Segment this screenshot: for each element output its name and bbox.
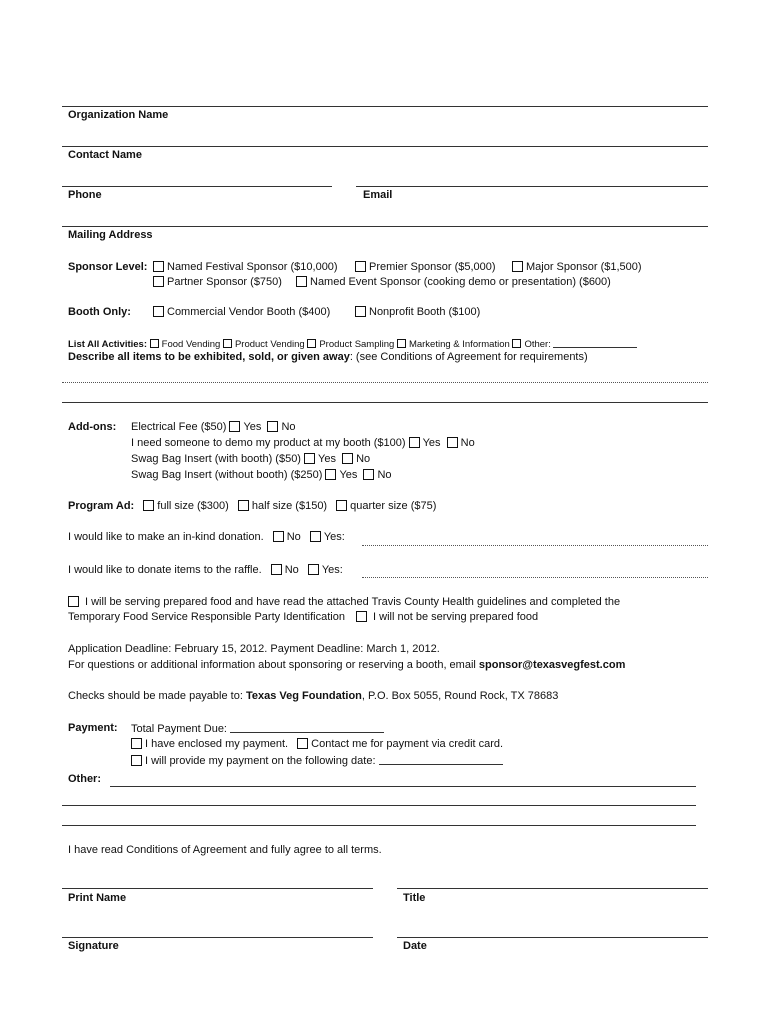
option-label: Named Festival Sponsor ($10,000) [167,261,338,273]
no-label: No [377,469,392,481]
agreement-text: I have read Conditions of Agreement and fully agree to all terms. [68,844,382,856]
contact-email: sponsor@texasvegfest.com [478,659,626,671]
option-label: Other: [524,339,551,350]
checkbox-yes[interactable] [304,453,315,464]
checkbox-product-sampling[interactable] [307,339,316,348]
option-label: Premier Sponsor ($5,000) [369,261,496,273]
booth-option-commercial[interactable] [153,306,330,318]
yes-label: Yes [339,469,358,481]
credit-card-label: Contact me for payment via credit card. [311,738,504,750]
checkbox[interactable] [153,276,164,287]
other-label: Other: [68,773,101,785]
payee-address: , P.O. Box 5055, Round Rock, TX 78683 [361,690,559,702]
no-label: No [356,453,371,465]
inkind-description-field[interactable] [362,545,708,546]
org-name-line [62,106,708,107]
food-serving-row [68,596,620,608]
enclosed-label: I have enclosed my payment. [145,738,289,750]
title-field[interactable] [397,888,708,889]
signature-label: Signature [68,940,119,952]
checkbox-quarter-size[interactable] [336,500,347,511]
no-label: No [281,421,296,433]
other-field-line-1[interactable] [110,786,696,787]
date-field[interactable] [397,937,708,938]
booth-only-label: Booth Only: [68,306,131,318]
contact-info-label: For questions or additional information about sponsoring or reserving a booth, email [68,659,479,671]
checkbox[interactable] [296,276,307,287]
checkbox-yes[interactable] [229,421,240,432]
checkbox-no[interactable] [447,437,458,448]
phone-label: Phone [68,189,102,201]
option-label: Major Sponsor ($1,500) [526,261,642,273]
program-ad-row [68,500,436,512]
email-line [356,186,708,187]
checkbox-no[interactable] [363,469,374,480]
signature-field[interactable] [62,937,373,938]
other-field-line-3[interactable] [62,825,696,826]
checkbox[interactable] [355,306,366,317]
yes-label: Yes: [323,531,345,543]
addons-label: Add-ons: [68,421,117,433]
option-label: Nonprofit Booth ($100) [369,306,481,318]
yes-label: Yes [243,421,262,433]
addon-label: Swag Bag Insert (without booth) ($250) [131,469,323,481]
future-payment-label: I will provide my payment on the following date: [145,755,376,767]
checkbox-other[interactable] [512,339,521,348]
activities-label: List All Activities: [68,339,148,350]
payment-label: Payment: [68,722,118,734]
checkbox-no[interactable] [267,421,278,432]
checkbox-yes[interactable] [310,531,321,542]
sponsor-level-label: Sponsor Level: [68,261,148,273]
print-name-label: Print Name [68,892,127,904]
checkbox[interactable] [355,261,366,272]
org-name-input[interactable] [62,122,708,144]
contact-info-text [68,659,625,671]
option-label: Partner Sponsor ($750) [167,276,282,288]
mailing-line [62,226,708,227]
checkbox[interactable] [153,306,164,317]
phone-line [62,186,332,187]
option-label: quarter size ($75) [350,500,437,512]
sponsor-option-named-festival[interactable] [153,261,338,273]
addon-label: Electrical Fee ($50) [131,421,227,433]
checks-payable-text [68,690,558,702]
checkbox-no[interactable] [342,453,353,464]
booth-option-nonprofit[interactable] [355,306,480,318]
no-label: No [284,564,299,576]
serving-food-label-cont: Temporary Food Service Responsible Party Identification [68,611,345,623]
addon-label: Swag Bag Insert (with booth) ($50) [131,453,301,465]
payment-option-row [131,738,503,750]
food-serving-row-2 [68,611,538,623]
org-name-label: Organization Name [68,109,169,121]
inkind-donation-row [68,531,345,543]
yes-label: Yes: [321,564,343,576]
total-payment-field[interactable] [230,722,384,733]
serving-food-label: I will be serving prepared food and have read the attached Travis County Health guidelines and completed the [85,596,621,608]
other-field-line-2[interactable] [62,805,696,806]
print-name-field[interactable] [62,888,373,889]
total-payment-label: Total Payment Due: [131,723,227,735]
contact-name-label: Contact Name [68,149,142,161]
addon-demo [131,437,475,449]
raffle-donation-row [68,564,343,576]
activities-row [68,337,637,350]
contact-name-input[interactable] [62,162,708,184]
option-label: Product Vending [234,339,305,350]
option-label: full size ($300) [157,500,229,512]
date-label: Date [403,940,427,952]
total-payment-row [131,722,384,735]
sponsor-option-named-event[interactable] [296,276,611,288]
checkbox-future-payment[interactable] [131,755,142,766]
option-label: Product Sampling [319,339,395,350]
checkbox-yes[interactable] [409,437,420,448]
not-serving-food-label: I will not be serving prepared food [373,611,539,623]
checks-label: Checks should be made payable to: [68,690,246,702]
payee-name: Texas Veg Foundation [245,690,362,702]
describe-items-field[interactable] [62,382,708,383]
sponsor-option-premier[interactable] [355,261,496,273]
option-label: half size ($150) [251,500,328,512]
checkbox-food-vending[interactable] [150,339,159,348]
yes-label: Yes [318,453,336,465]
title-label: Title [403,892,426,904]
option-label: Marketing & Information [408,339,510,350]
payment-date-row [131,754,503,767]
inkind-label: I would like to make an in-kind donation. [68,531,264,543]
no-label: No [286,531,301,543]
checkbox[interactable] [153,261,164,272]
checkbox-credit-card[interactable] [297,738,308,749]
sponsor-option-partner[interactable] [153,276,282,288]
addon-electrical [131,421,296,433]
raffle-description-field[interactable] [362,577,708,578]
describe-items-line [68,351,588,363]
section-divider [62,402,708,403]
checkbox-no[interactable] [271,564,282,575]
program-ad-label: Program Ad: [68,500,135,512]
checkbox-yes[interactable] [308,564,319,575]
checkbox-serving-food[interactable] [68,596,79,607]
option-label: Food Vending [161,339,221,350]
addon-swag-with-booth [131,453,370,465]
email-label: Email [363,189,393,201]
option-label: Named Event Sponsor (cooking demo or presentation) ($600) [310,276,611,288]
contact-name-line [62,146,708,147]
yes-label: Yes [422,437,441,449]
checkbox-yes[interactable] [325,469,336,480]
checkbox-no[interactable] [273,531,284,542]
other-activity-field[interactable] [553,337,637,348]
option-label: Commercial Vendor Booth ($400) [167,306,331,318]
describe-items-label: Describe all items to be exhibited, sold, or given away [68,351,350,363]
checkbox-enclosed[interactable] [131,738,142,749]
checkbox-not-serving-food[interactable] [356,611,367,622]
deadline-text: Application Deadline: February 15, 2012. Payment Deadline: March 1, 2012. [68,643,440,655]
addon-label: I need someone to demo my product at my booth ($100) [131,437,406,449]
checkbox-full-size[interactable] [143,500,154,511]
addon-swag-without-booth [131,469,392,481]
no-label: No [460,437,475,449]
describe-items-note: : (see Conditions of Agreement for requirements) [349,351,588,363]
raffle-label: I would like to donate items to the raffle. [68,564,262,576]
checkbox[interactable] [512,261,523,272]
sponsor-option-major[interactable] [512,261,642,273]
checkbox-marketing[interactable] [397,339,406,348]
checkbox-half-size[interactable] [238,500,249,511]
payment-date-field[interactable] [379,754,503,765]
checkbox-product-vending[interactable] [223,339,232,348]
mailing-label: Mailing Address [68,229,153,241]
